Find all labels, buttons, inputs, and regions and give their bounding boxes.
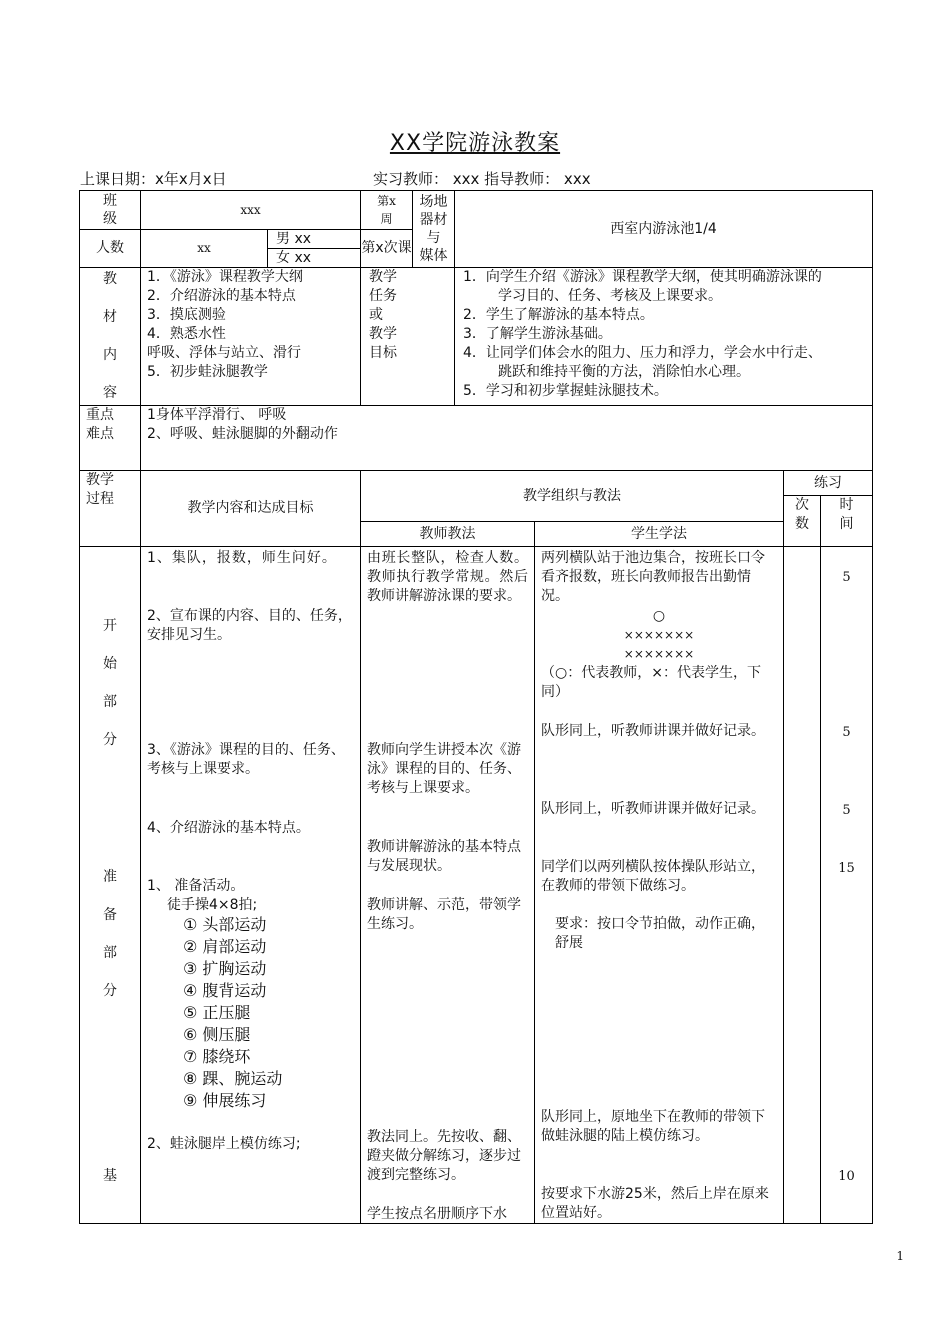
content-item: 徒手操4×8拍; <box>167 897 258 913</box>
page-number: 1 <box>896 1249 904 1263</box>
student-row-2: ××××××× <box>623 647 695 661</box>
times-column <box>784 547 821 1224</box>
content-item: 3、《游泳》课程的目的、任务、考核与上课要求。 <box>147 742 345 777</box>
student-row-1: ××××××× <box>623 628 695 642</box>
section-labels <box>80 547 141 1224</box>
teacher-symbol: ○ <box>652 608 666 624</box>
content-item: 1、集队，报数，师生问好。 <box>147 550 337 566</box>
material-list: 1．《游泳》课程教学大纲 2．介绍游泳的基本特点 3．摸底测验 4．熟悉水性 呼吸、浮体与站立、滑行 5．初步蛙泳腿教学 <box>141 268 361 406</box>
male-count: 男 xx <box>268 230 360 249</box>
week-label: 第x 周 <box>361 191 413 230</box>
lesson-number: 第x次课 <box>361 230 413 268</box>
people-value: xx <box>141 230 268 268</box>
student-item: （○：代表教师，×：代表学生，下同） <box>541 665 761 700</box>
document-title: XX学院游泳教案 <box>389 131 561 156</box>
prep-section: 准 备 部 分 <box>103 869 117 999</box>
practice-header: 练习 <box>784 471 873 496</box>
teacher-item: 教师讲解、示范，带领学生练习。 <box>367 897 521 932</box>
student-method-header: 学生学法 <box>535 522 784 547</box>
female-count: 女 xx <box>276 250 312 266</box>
org-header: 教学组织与教法 <box>361 471 784 522</box>
content-item: 2、蛙泳腿岸上模仿练习; <box>147 1136 301 1152</box>
lesson-plan-table <box>79 190 873 1224</box>
people-label: 人数 <box>80 230 141 268</box>
teacher-item: 教师讲解游泳的基本特点与发展现状。 <box>367 839 521 874</box>
class-label: 班 级 <box>80 191 141 230</box>
content-header: 教学内容和达成目标 <box>141 471 361 547</box>
teacher-item: 学生按点名册顺序下水 <box>367 1206 507 1222</box>
venue-value: 西室内游泳池1/4 <box>455 191 873 268</box>
teacher-item: 教师向学生讲授本次《游泳》课程的目的、任务、考核与上课要求。 <box>367 742 521 796</box>
content-item: 2、宣布课的内容、目的、任务，安排见习生。 <box>147 608 352 643</box>
class-date: 上课日期：x年x月x日 <box>80 170 227 188</box>
teacher-column <box>361 547 535 1224</box>
content-item: 4、介绍游泳的基本特点。 <box>147 820 310 836</box>
student-item: 要求：按口令节拍做，动作正确，舒展 <box>555 916 765 951</box>
duration-value: 5 <box>842 570 851 585</box>
start-section: 开 始 部 分 <box>103 618 117 748</box>
content-item: 1、 准备活动。 <box>147 878 245 894</box>
duration-column <box>821 547 873 1224</box>
times-header: 次 数 <box>784 496 821 547</box>
key-points: 1身体平浮滑行、 呼吸 2、呼吸、蛙泳腿脚的外翻动作 <box>141 406 873 471</box>
student-item: 同学们以两列横队按体操队形站立，在教师的带领下做练习。 <box>541 859 765 894</box>
process-label: 教学 过程 <box>80 471 141 547</box>
goal-label: 教学 任务 或 教学 目标 <box>361 268 455 406</box>
teacher-method-header: 教师教法 <box>361 522 535 547</box>
duration-value: 10 <box>838 1169 855 1184</box>
student-column <box>535 547 784 1224</box>
teacher-item: 教法同上。先按收、翻、蹬夹做分解练习，逐步过渡到完整练习。 <box>367 1129 521 1183</box>
duration-value: 15 <box>838 861 855 876</box>
basic-section: 基 <box>103 1168 117 1184</box>
exercise-list: ① 头部运动 ② 肩部运动 ③ 扩胸运动 ④ 腹背运动 ⑤ 正压腿 ⑥ 侧压腿 ⑦ 膝绕环 ⑧ 踝、腕运动 ⑨ 伸展练习 <box>183 915 283 1110</box>
teacher-info: 实习教师： xxx 指导教师： xxx <box>373 170 591 188</box>
venue-label: 场地 器材 与 媒体 <box>413 191 455 268</box>
teacher-item: 由班长整队，检查人数。教师执行教学常规。然后教师讲解游泳课的要求。 <box>367 550 528 604</box>
class-value: xxx <box>141 191 361 230</box>
student-item: 按要求下水游25米，然后上岸在原来位置站好。 <box>541 1186 769 1221</box>
student-item: 队形同上，听教师讲课并做好记录。 <box>541 723 765 739</box>
duration-value: 5 <box>842 803 851 818</box>
student-item: 两列横队站于池边集合，按班长口令看齐报数，班长向教师报告出勤情况。 <box>541 550 765 604</box>
material-label: 教 材 内 容 <box>80 268 141 406</box>
goal-list: 1．向学生介绍《游泳》课程教学大纲，使其明确游泳课的 学习目的、任务、考核及上课要求。 2．学生了解游泳的基本特点。 3．了解学生游泳基础。 4．让同学们体会水的阻力、压力和浮力，学会水中行走、 跳跃和维持平衡的方法，消除怕水心理。 5．学习和初步掌握蛙泳腿技术。 <box>455 268 873 406</box>
content-column <box>141 547 361 1224</box>
duration-value: 5 <box>842 725 851 740</box>
student-item: 队形同上，原地坐下在教师的带领下做蛙泳腿的陆上模仿练习。 <box>541 1109 765 1144</box>
key-label: 重点 难点 <box>80 406 141 471</box>
duration-header: 时 间 <box>821 496 873 547</box>
student-item: 队形同上，听教师讲课并做好记录。 <box>541 801 765 817</box>
